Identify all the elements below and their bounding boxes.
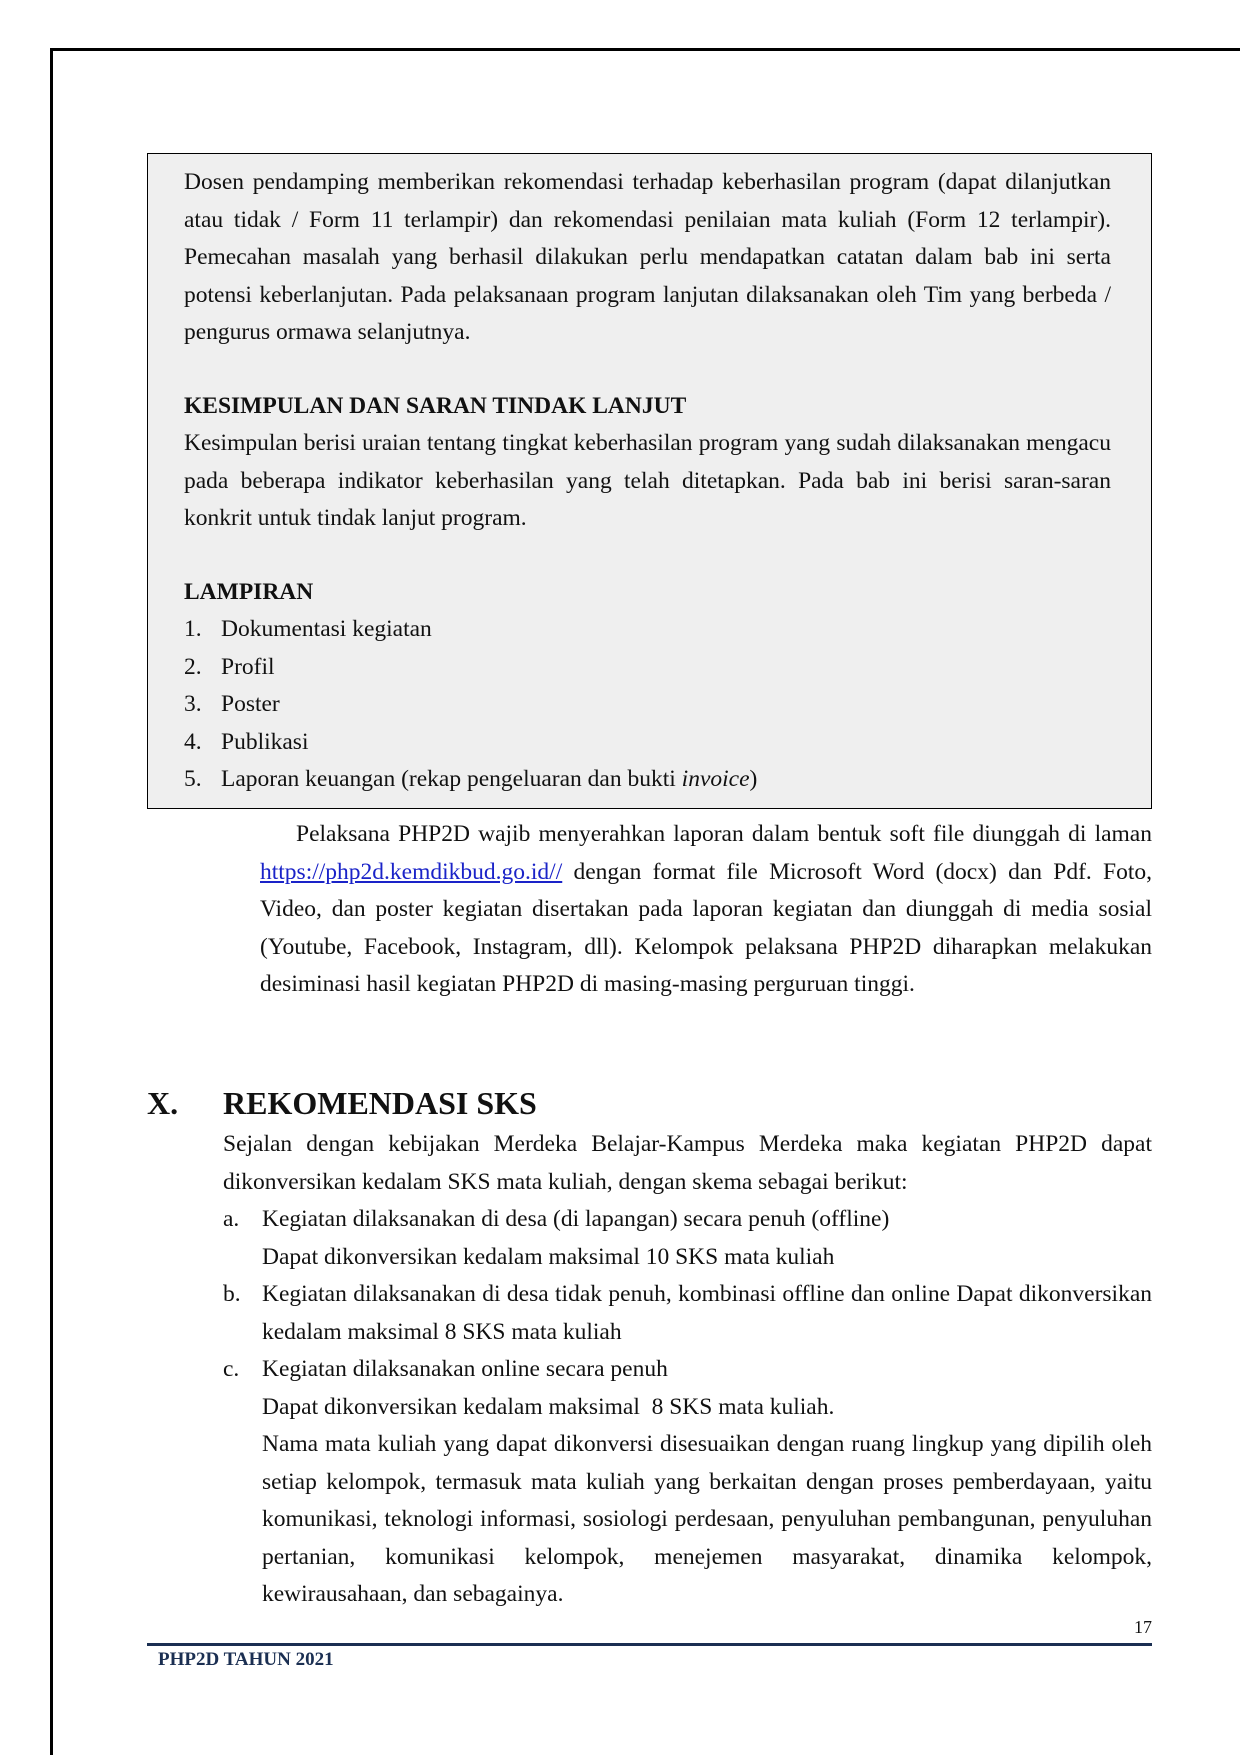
footer-divider xyxy=(147,1643,1152,1646)
section-sks xyxy=(147,1080,1152,1614)
submission-text-1: Pelaksana PHP2D wajib menyerahkan laporan dalam bentuk soft file diunggah di laman xyxy=(296,821,1152,847)
section-body xyxy=(223,1126,1152,1614)
list-item xyxy=(223,1351,1152,1614)
list-text: Publikasi xyxy=(221,728,309,755)
section-title: REKOMENDASI SKS xyxy=(223,1085,537,1121)
list-item xyxy=(184,724,1111,762)
list-text-italic: invoice xyxy=(681,766,750,792)
list-item xyxy=(223,1276,1152,1351)
section-number: X. xyxy=(147,1085,179,1121)
footer-label: PHP2D TAHUN 2021 xyxy=(158,1649,334,1670)
page-number: 17 xyxy=(1134,1617,1152,1637)
list-letter: c. xyxy=(223,1356,240,1382)
submission-text-2: dengan format file Microsoft Word (docx) dan Pdf. Foto, Video, dan poster kegiatan disertakan pada laporan kegiatan dan diunggah di media sosial (Youtube, Facebook, Instagram, dll). Kelompok pelaksana PHP2D diharapkan melakukan desiminasi hasil kegiatan PHP2D di masing-masing perguruan tinggi. xyxy=(260,858,1152,997)
list-text: Poster xyxy=(221,691,280,717)
list-letter: b. xyxy=(223,1281,241,1307)
submission-paragraph-block xyxy=(260,816,1152,1004)
list-text-plain: Laporan keuangan (rekap pengeluaran dan bukti xyxy=(221,766,682,792)
list-item xyxy=(223,1201,1152,1276)
list-text: Profil xyxy=(221,653,275,680)
appendix-heading: LAMPIRAN xyxy=(184,578,314,605)
list-text: Dapat dikonversikan kedalam maksimal 8 SKS mata kuliah. xyxy=(262,1393,835,1420)
list-number: 1. xyxy=(184,616,202,642)
php2d-website-link[interactable]: https://php2d.kemdikbud.go.id// xyxy=(260,858,563,885)
list-text xyxy=(221,761,757,799)
list-text: Dapat dikonversikan kedalam maksimal 10 SKS mata kuliah xyxy=(262,1243,835,1270)
list-text: Kegiatan dilaksanakan online secara penuh xyxy=(262,1356,668,1382)
box-paragraph: Dosen pendamping memberikan rekomendasi terhadap keberhasilan program (dapat dilanjutkan atau tidak / Form 11 terlampir) dan rekomendasi penilaian mata kuliah (Form 12 terlampir). Pemecahan masalah yang berhasil dilakukan perlu mendapatkan catatan dalam bab ini serta potensi keberlanjutan. Pada pelaksanaan program lanjutan dilaksanakan oleh Tim yang berbeda / pengurus ormawa selanjutnya. xyxy=(184,169,1111,345)
submission-paragraph xyxy=(260,816,1152,1004)
conclusion-heading: KESIMPULAN DAN SARAN TINDAK LANJUT xyxy=(184,392,687,419)
section-intro: Sejalan dengan kebijakan Merdeka Belajar-Kampus Merdeka maka kegiatan PHP2D dapat dikonversikan kedalam SKS mata kuliah, dengan skema sebagai berikut: xyxy=(223,1131,1152,1195)
list-letter: a. xyxy=(223,1206,240,1232)
list-item xyxy=(184,761,1111,799)
list-number: 3. xyxy=(184,691,202,717)
list-text: Dokumentasi kegiatan xyxy=(221,616,432,642)
list-item xyxy=(184,611,1111,649)
guidance-box xyxy=(147,153,1152,809)
list-number: 2. xyxy=(184,653,202,680)
list-item xyxy=(184,649,1111,687)
list-number: 5. xyxy=(184,766,202,792)
list-text-end: ) xyxy=(749,766,758,792)
sks-scheme-list xyxy=(223,1201,1152,1614)
appendix-list xyxy=(184,611,1111,799)
list-text: Nama mata kuliah yang dapat dikonversi disesuaikan dengan ruang lingkup yang dipilih oleh setiap kelompok, termasuk mata kuliah yang berkaitan dengan proses pemberdayaan, yaitu komunikasi, teknologi informasi, sosiologi perdesaan, penyuluhan pembangunan, penyuluhan pertanian, komunikasi kelompok, menejemen masyarakat, dinamika kelompok, kewirausahaan, dan sebagainya. xyxy=(262,1431,1152,1607)
list-text: Kegiatan dilaksanakan di desa tidak penuh, kombinasi offline dan online Dapat dikonversikan kedalam maksimal 8 SKS mata kuliah xyxy=(262,1281,1152,1345)
list-text: Kegiatan dilaksanakan di desa (di lapangan) secara penuh (offline) xyxy=(262,1206,890,1232)
list-number: 4. xyxy=(184,728,202,755)
conclusion-paragraph: Kesimpulan berisi uraian tentang tingkat keberhasilan program yang sudah dilaksanakan mengacu pada beberapa indikator keberhasilan yang telah ditetapkan. Pada bab ini berisi saran-saran konkrit untuk tindak lanjut program. xyxy=(184,430,1111,531)
list-item xyxy=(184,686,1111,724)
section-heading xyxy=(147,1080,1152,1126)
